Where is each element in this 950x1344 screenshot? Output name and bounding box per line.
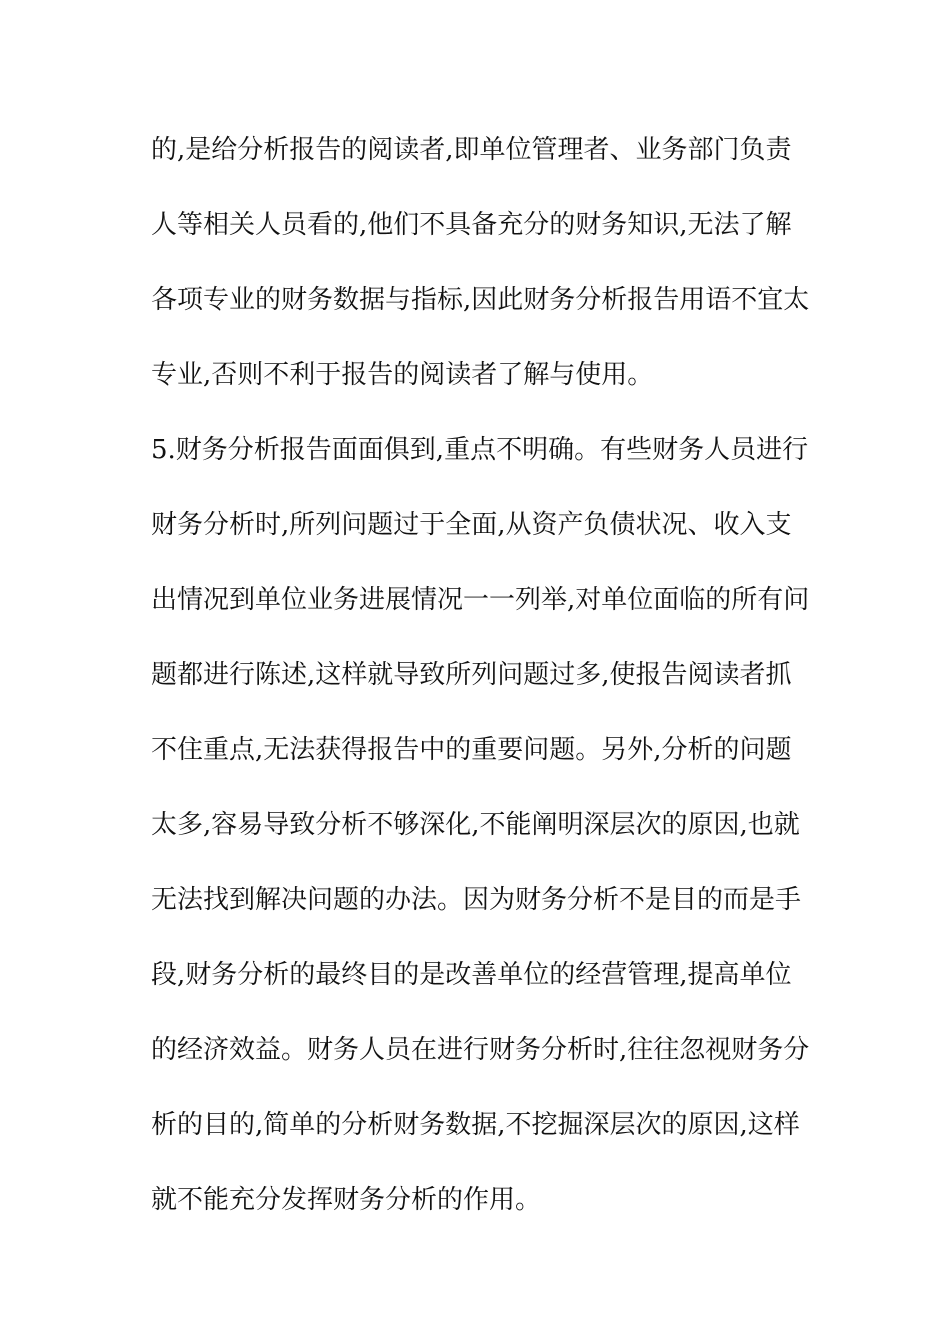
text-line: 的,是给分析报告的阅读者,即单位管理者、业务部门负责 xyxy=(151,135,792,165)
text-line: 出情况到单位业务进展情况一一列举,对单位面临的所有问 xyxy=(151,585,810,615)
text-line: 段,财务分析的最终目的是改善单位的经营管理,提高单位 xyxy=(151,960,792,990)
text-line: 财务分析时,所列问题过于全面,从资产负债状况、收入支 xyxy=(151,510,792,540)
text-line: 无法找到解决问题的办法。因为财务分析不是目的而是手 xyxy=(151,885,802,915)
text-line: 人等相关人员看的,他们不具备充分的财务知识,无法了解 xyxy=(151,210,792,240)
text-line: 题都进行陈述,这样就导致所列问题过多,使报告阅读者抓 xyxy=(151,660,792,690)
text-line: 析的目的,简单的分析财务数据,不挖掘深层次的原因,这样 xyxy=(151,1110,800,1140)
text-line: 5.财务分析报告面面俱到,重点不明确。有些财务人员进行 xyxy=(151,435,809,465)
text-line: 太多,容易导致分析不够深化,不能阐明深层次的原因,也就 xyxy=(151,810,800,840)
text-line: 就不能充分发挥财务分析的作用。 xyxy=(151,1185,542,1215)
text-line: 的经济效益。财务人员在进行财务分析时,往往忽视财务分 xyxy=(151,1035,810,1065)
text-line: 不住重点,无法获得报告中的重要问题。另外,分析的问题 xyxy=(151,735,792,765)
text-line: 各项专业的财务数据与指标,因此财务分析报告用语不宜太 xyxy=(151,285,810,315)
text-line: 专业,否则不利于报告的阅读者了解与使用。 xyxy=(151,360,654,390)
